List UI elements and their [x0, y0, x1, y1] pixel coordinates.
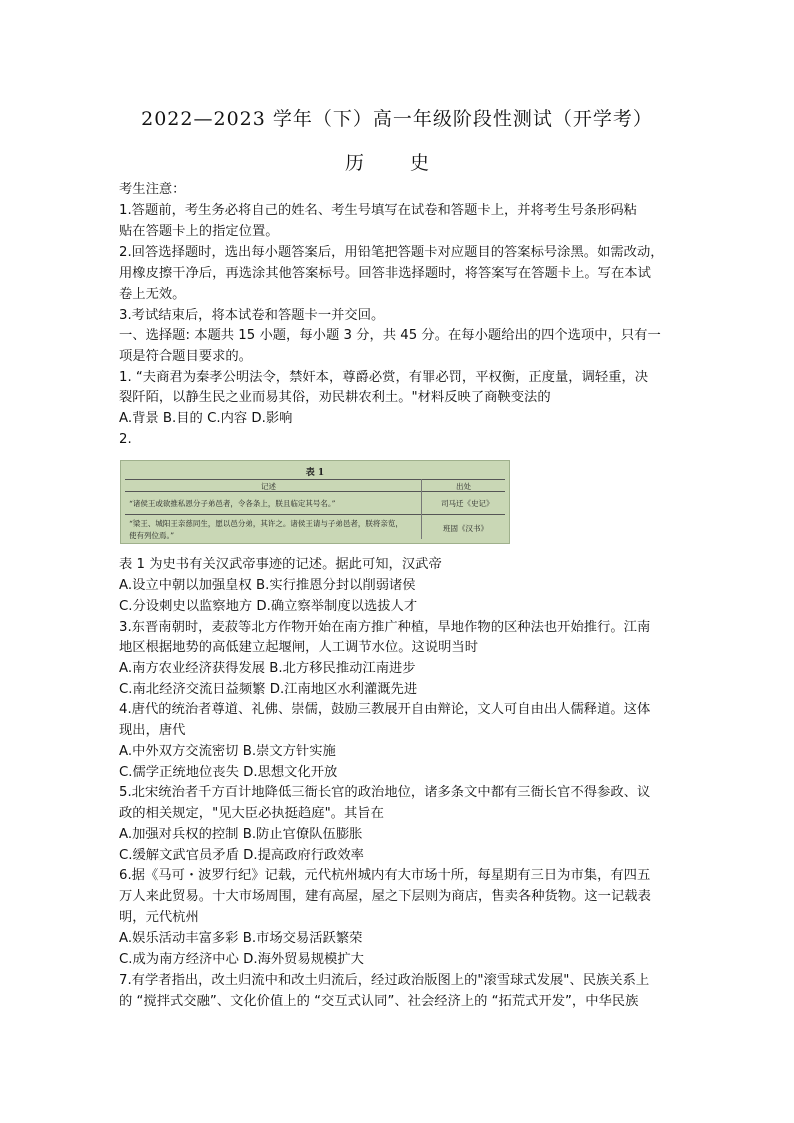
subject-title: 历 史: [344, 152, 450, 174]
text-line: 3.考试结束后，将本试卷和答题卡一并交回。: [119, 308, 385, 323]
text-line: 表 1 为史书有关汉武帝事迹的记述。据此可知，汉武帝: [119, 557, 442, 572]
table-cell: “梁王、城阳王亲慈同生，愿以邑分弟，其许之。诸侯王请与子弟邑者，朕将亲览，: [129, 519, 403, 528]
text-line: A.南方农业经济获得发展 B.北方移民推动江南进步: [119, 661, 416, 676]
table-cell: 使有列位焉。”: [129, 531, 175, 540]
text-line: 3.东晋南朝时，麦菽等北方作物开始在南方推广种植，旱地作物的区种法也开始推行。江南: [119, 620, 651, 635]
text-line: 贴在答题卡上的指定位置。: [119, 224, 279, 239]
text-line: A.背景 B.目的 C.内容 D.影响: [119, 411, 293, 426]
table-rule: [125, 491, 505, 492]
text-line: A.加强对兵权的控制 B.防止官僚队伍膨胀: [119, 827, 363, 842]
text-line: C.儒学正统地位丧失 D.思想文化开放: [119, 765, 338, 780]
table-1-image: [120, 460, 510, 544]
text-line: 万人来此贸易。十大市场周围，建有高屋，屋之下层则为商店，售卖各种货物。这一记载表: [119, 889, 651, 904]
text-line: 的 “搅拌式交融”、文化价值上的 “交互式认同”、社会经济上的 “拓荒式开发”，中华民族: [119, 994, 639, 1009]
text-line: 裂阡陌，以静生民之业而易其俗，劝民耕农利土。"材料反映了商鞅变法的: [119, 390, 551, 405]
table-cell: 司马迁《史记》: [441, 499, 494, 508]
table-cell: 班固《汉书》: [443, 524, 488, 533]
text-line: 考生注意：: [119, 182, 186, 197]
text-line: C.分设刺史以监察地方 D.确立察举制度以选拔人才: [119, 599, 418, 614]
text-line: 1.答题前，考生务必将自己的姓名、考生号填写在试卷和答题卡上，并将考生号条形码粘: [119, 203, 637, 218]
text-line: A.娱乐活动丰富多彩 B.市场交易活跃繁荣: [119, 931, 363, 946]
text-line: 项是符合题目要求的。: [119, 349, 252, 364]
table-rule: [125, 514, 505, 515]
text-line: 7.有学者指出，改土归流中和改土归流后，经过政治版图上的"滚雪球式发展"、民族关系上: [119, 973, 650, 988]
text-line: 2.回答选择题时，选出每小题答案后，用铅笔把答题卡对应题目的答案标号涂黑。如需改动，: [119, 245, 664, 260]
text-line: 明，元代杭州: [119, 910, 199, 925]
text-line: C.南北经济交流日益频繁 D.江南地区水利灌溉先进: [119, 682, 418, 697]
text-line: 1. “夫商君为秦孝公明法令，禁奸本，尊爵必赏，有罪必罚，平权衡，正度量，调轻重，决: [119, 370, 649, 385]
page-title: 2022—2023 学年（下）高一年级阶段性测试（开学考）: [141, 108, 653, 130]
text-line: 现出，唐代: [119, 723, 186, 738]
table-header-record: 记述: [261, 482, 276, 491]
text-line: 地区根据地势的高低建立起堰闸，人工调节水位。这说明当时: [119, 640, 479, 655]
table-cell: “诸侯王或欲推私恩分子弟邑者，令各条上，朕且临定其号名。”: [129, 499, 336, 508]
table-header-source: 出处: [456, 482, 471, 491]
text-line: 用橡皮擦干净后，再选涂其他答案标号。回答非选择题时，将答案写在答题卡上。写在本试: [119, 266, 651, 281]
text-line: A.设立中朝以加强皇权 B.实行推恩分封以削弱诸侯: [119, 578, 416, 593]
text-line: 一、选择题: 本题共 15 小题，每小题 3 分，共 45 分。在每小题给出的四个选项中，只有一: [119, 328, 661, 343]
text-line: A.中外双方交流密切 B.崇文方针实施: [119, 744, 336, 759]
text-line: 6.据《马可・波罗行纪》记载，元代杭州城内有大市场十所，每星期有三日为市集，有四五: [119, 868, 651, 883]
text-line: 5.北宋统治者千方百计地降低三衙长官的政治地位，诸多条文中都有三衙长官不得参政、议: [119, 785, 651, 800]
text-line: 4.唐代的统治者尊道、礼佛、崇儒，鼓励三教展开自由辩论，文人可自由出人儒释道。这体: [119, 702, 651, 717]
table-column-rule: [421, 479, 422, 539]
text-line: 政的相关规定，"见大臣必执挺趋庭"。其旨在: [119, 806, 384, 821]
text-line: C.成为南方经济中心 D.海外贸易规模扩大: [119, 952, 364, 967]
text-line: C.缓解文武官员矛盾 D.提高政府行政效率: [119, 848, 364, 863]
table-caption: 表 1: [305, 468, 325, 478]
text-line: 2.: [119, 432, 132, 447]
text-line: 卷上无效。: [119, 287, 186, 302]
table-rule: [125, 479, 505, 480]
